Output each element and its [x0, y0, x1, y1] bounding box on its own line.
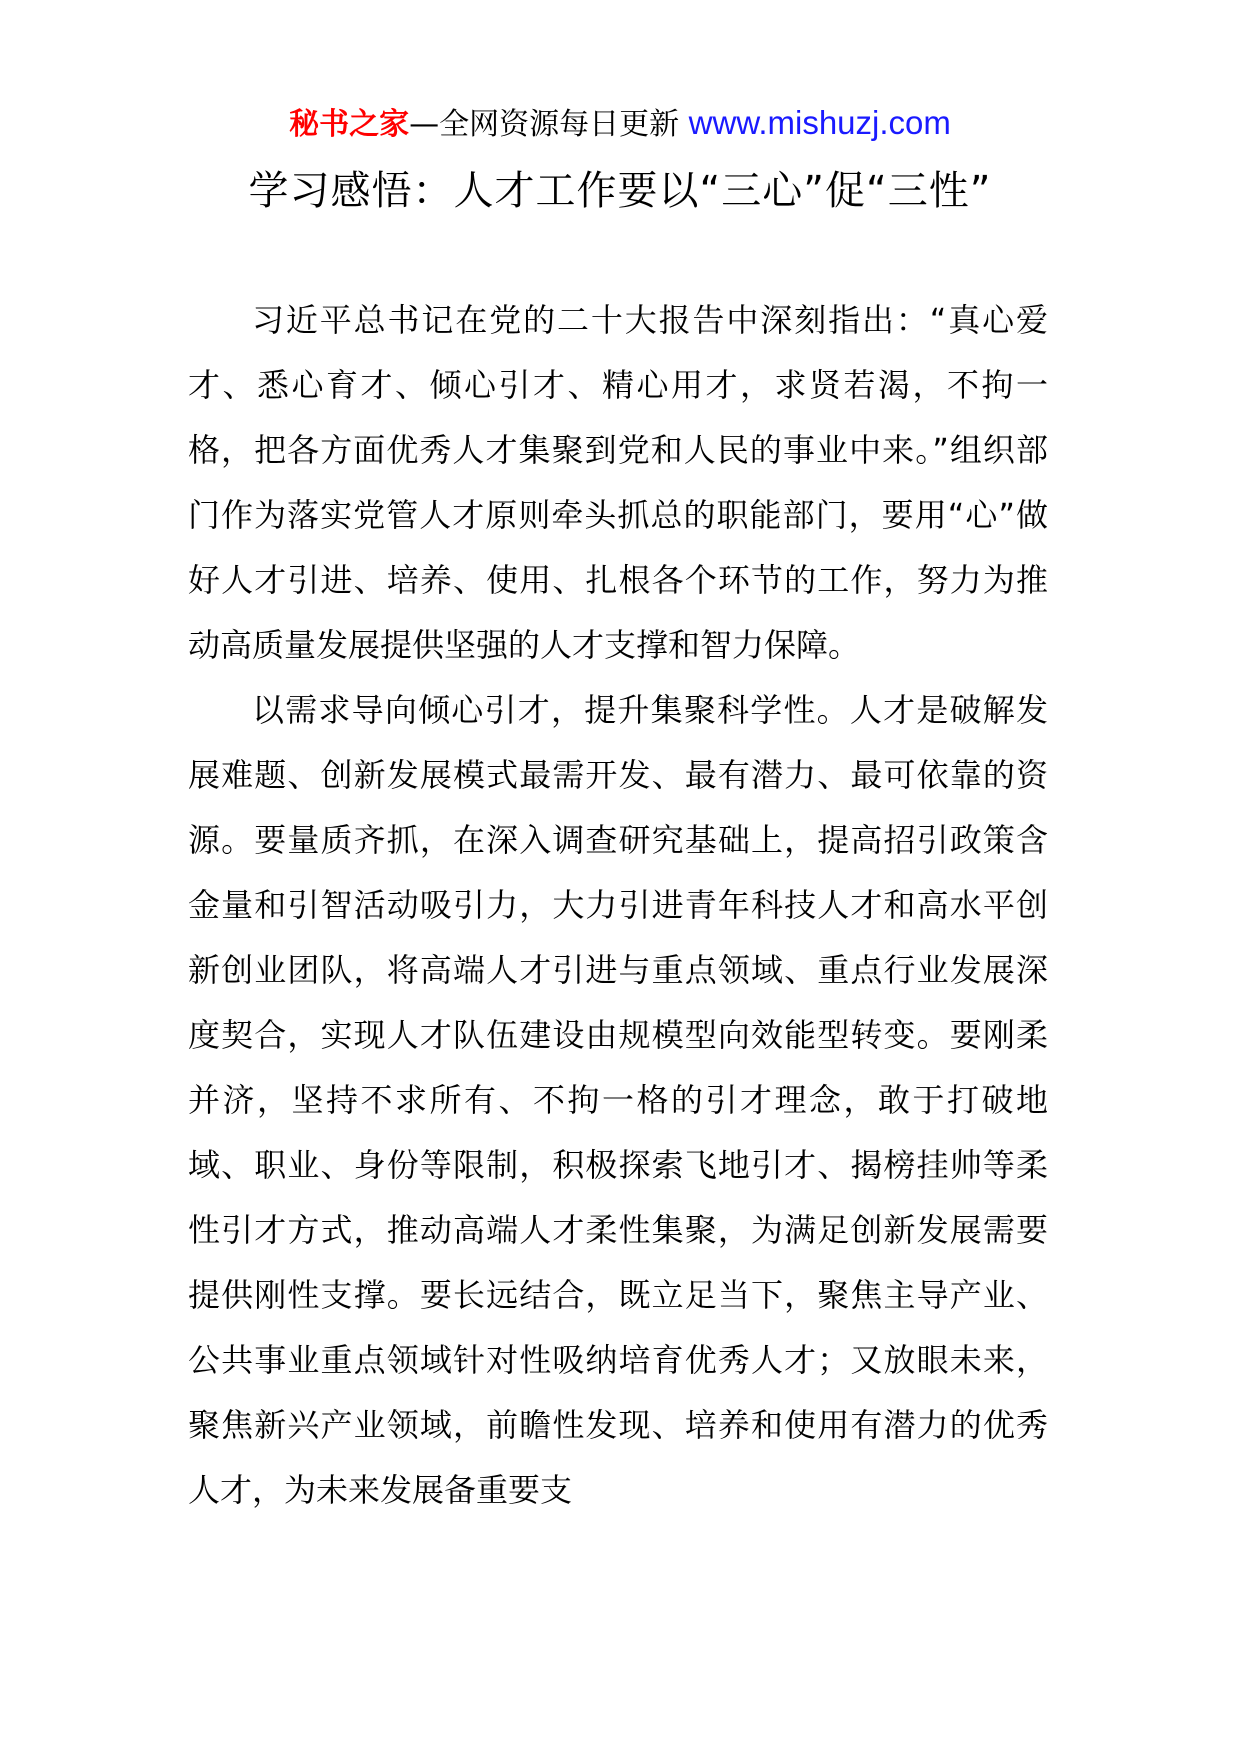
body-paragraph: 习近平总书记在党的二十大报告中深刻指出：“真心爱才、悉心育才、倾心引才、精心用才，求贤若渴，不拘一格，把各方面优秀人才集聚到党和人民的事业中来。”组织部门作为落实党管人才原则牵头抓总的职能部门，要用“心”做好人才引进、培养、使用、扎根各个环节的工作，努力为推动高质量发展提供坚强的人才支撑和智力保障。 [188, 301, 1048, 664]
document-body [188, 288, 1048, 1523]
site-header [0, 103, 1240, 145]
site-slogan: —全网资源每日更新 [409, 107, 680, 142]
document-title: 学习感悟：人才工作要以“三心”促“三性” [248, 168, 992, 214]
site-brand: 秘书之家 [289, 107, 410, 142]
body-paragraph: 以需求导向倾心引才，提升集聚科学性。人才是破解发展难题、创新发展模式最需开发、最有潜力、最可依靠的资源。要量质齐抓，在深入调查研究基础上，提高招引政策含金量和引智活动吸引力，大力引进青年科技人才和高水平创新创业团队，将高端人才引进与重点领域、重点行业发展深度契合，实现人才队伍建设由规模型向效能型转变。要刚柔并济，坚持不求所有、不拘一格的引才理念，敢于打破地域、职业、身份等限制，积极探索飞地引才、揭榜挂帅等柔性引才方式，推动高端人才柔性集聚，为满足创新发展需要提供刚性支撑。要长远结合，既立足当下，聚焦主导产业、公共事业重点领域针对性吸纳培育优秀人才；又放眼未来，聚焦新兴产业领域，前瞻性发现、培养和使用有潜力的优秀人才，为未来发展备重要支 [188, 691, 1048, 1509]
site-url-link[interactable]: www.mishuzj.com [688, 104, 951, 141]
